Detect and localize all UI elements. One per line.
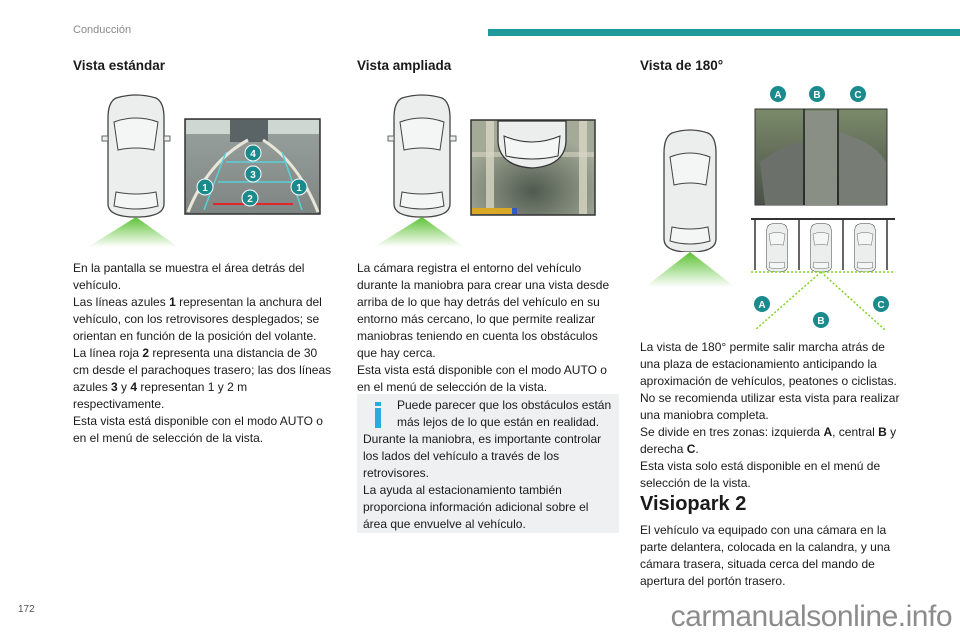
svg-text:B: B (813, 90, 821, 101)
standard-view-figure (78, 92, 328, 247)
paragraph: El vehículo va equipado con una cámara en la parte delantera, colocada en la calandra, y una cámara trasera, situada cerca del mando de apertura del portón trasero. (640, 523, 891, 588)
paragraph: Esta vista está disponible con el modo AUTO o en el menú de selección de la vista. (357, 363, 607, 394)
svg-text:1: 1 (296, 183, 302, 194)
view-180-figure (645, 82, 905, 332)
paragraph: La línea roja 2 representa una distancia de 30 cm desde el parachoques trasero; las dos líneas azules 3 y 4 representan 1 y 2 m respectivamente. (73, 346, 332, 411)
svg-text:A: A (774, 90, 782, 101)
info-note: Puede parecer que los obstáculos están más lejos de lo que están en realidad. (397, 398, 612, 429)
svg-text:1: 1 (202, 183, 208, 194)
column-standard-view (73, 58, 335, 73)
watermark: carmanualsonline.info (670, 600, 952, 633)
paragraph: En la pantalla se muestra el área detrás del vehículo. (73, 261, 305, 292)
camera-field-of-view (645, 252, 735, 287)
info-note: Durante la maniobra, es importante controlar los lados del vehículo a través de los retrovisores. (363, 432, 602, 480)
standard-view-description (73, 260, 335, 447)
paragraph: La cámara registra el entorno del vehículo durante la maniobra para crear una vista desde arriba de lo que hay detrás del vehículo en su entorno más cercano, lo que permite realizar maniobras teniendo en cuenta los obstáculos que hay cerca. (357, 261, 610, 360)
camera-180-screen (755, 109, 887, 205)
view-180-description (640, 339, 905, 492)
zoomed-rear-camera-screen (471, 120, 595, 215)
parking-diagram (751, 219, 895, 330)
svg-text:B: B (817, 316, 825, 327)
car-top-icon (102, 95, 170, 217)
column-zoom-view (357, 58, 619, 73)
svg-text:C: C (854, 90, 862, 101)
paragraph: Se divide en tres zonas: izquierda A, central B y derecha C. (640, 425, 897, 456)
section-title-standard-view: Vista estándar (73, 58, 166, 73)
car-top-icon (664, 130, 716, 252)
zoom-view-figure (360, 92, 620, 247)
paragraph: Esta vista está disponible con el modo AUTO o en el menú de selección de la vista. (73, 414, 323, 445)
info-box (357, 394, 619, 533)
svg-text:A: A (758, 300, 766, 311)
paragraph: Las líneas azules 1 representan la anchura del vehículo, con los retrovisores desplegados; se orientan en función de la posición del volante. (73, 295, 322, 343)
zoom-view-description (357, 260, 619, 396)
paragraph: La vista de 180° permite salir marcha atrás de una plaza de estacionamiento anticipando la aproximación de vehículos, peatones o ciclistas. (640, 340, 897, 388)
car-top-icon (388, 95, 456, 217)
camera-field-of-view (374, 217, 464, 247)
section-title-180-view: Vista de 180° (640, 58, 724, 73)
column-180-view (640, 58, 905, 73)
rear-camera-screen (185, 119, 320, 214)
camera-field-of-view (88, 217, 178, 247)
visiopark-section (640, 493, 905, 590)
svg-text:C: C (877, 300, 885, 311)
page-number: 172 (18, 604, 35, 615)
section-header: Conducción (73, 24, 132, 36)
paragraph: Esta vista solo está disponible en el menú de selección de la vista. (640, 459, 881, 490)
paragraph: No se recomienda utilizar esta vista para realizar una maniobra completa. (640, 391, 900, 422)
svg-text:4: 4 (250, 149, 256, 160)
svg-text:2: 2 (247, 194, 253, 205)
header-accent-bar (488, 29, 960, 36)
svg-text:3: 3 (250, 170, 256, 181)
info-note: La ayuda al estacionamiento también proporciona información adicional sobre el área que envuelve al vehículo. (363, 483, 589, 531)
section-title-zoom-view: Vista ampliada (357, 58, 452, 73)
section-title-visiopark: Visiopark 2 (640, 493, 747, 515)
